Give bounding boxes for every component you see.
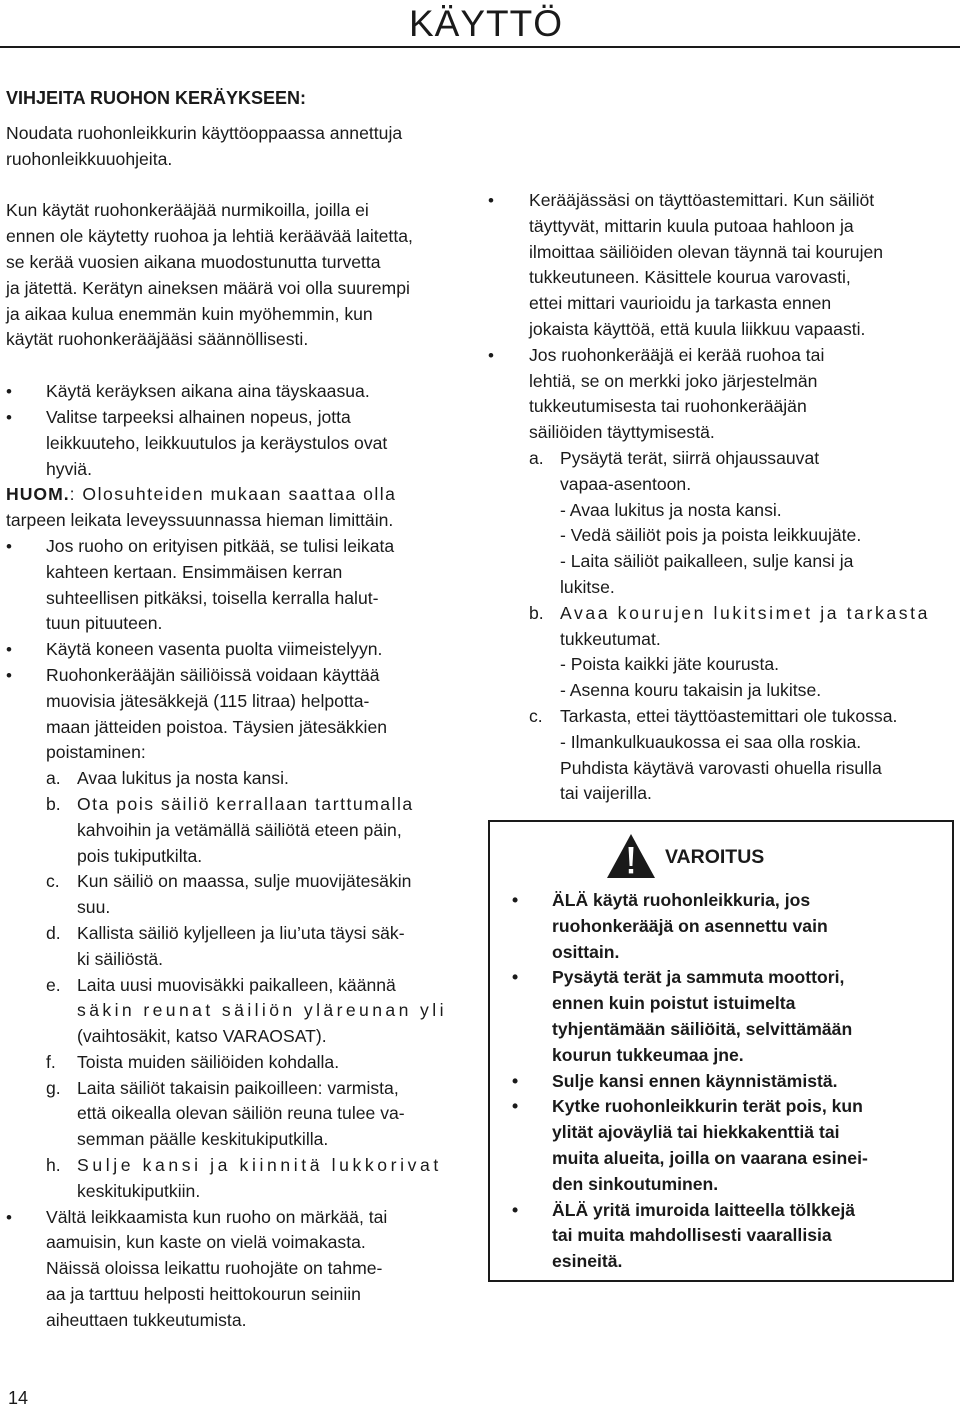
tips-list-2 bbox=[6, 534, 470, 1334]
sub-step bbox=[560, 756, 954, 808]
text-line: Kytke ruohonleikkurin terät pois, kun bbox=[552, 1096, 863, 1117]
text-line: ruohonkerääjä on asennettu vain bbox=[552, 915, 828, 936]
text-line: - Avaa lukitus ja nosta kansi. bbox=[560, 499, 782, 520]
text-line: - Poista kaikki jäte kourusta. bbox=[560, 654, 780, 675]
text-line: käytät ruohonkerääjääsi säännöllisesti. bbox=[6, 329, 309, 350]
note-label: HUOM. bbox=[6, 484, 70, 505]
text-line: : Olosuhteiden mukaan saattaa olla bbox=[69, 484, 397, 505]
text-line: Kallista säiliö kyljelleen ja liu’uta täysi säk- bbox=[77, 922, 405, 943]
sub-steps bbox=[560, 730, 954, 807]
header-rule bbox=[0, 46, 960, 48]
sub-step bbox=[560, 652, 954, 678]
warning-list bbox=[512, 888, 932, 1275]
sub-step bbox=[560, 523, 954, 549]
text-line: kourun tukkeumaa jne. bbox=[552, 1044, 744, 1065]
step-label: f. bbox=[46, 1051, 56, 1072]
text-line: Jos ruoho on erityisen pitkää, se tulisi leikata bbox=[46, 535, 395, 556]
step-item bbox=[46, 973, 470, 1050]
text-line: täyttyvät, mittarin kuula putoaa hahloon ja bbox=[529, 215, 854, 236]
text-line: maan jätteiden poistoa. Täysien jätesäkkien bbox=[46, 716, 388, 737]
step-label: c. bbox=[529, 705, 543, 726]
text-line: - Asenna kouru takaisin ja lukitse. bbox=[560, 680, 822, 701]
step-label: a. bbox=[529, 447, 544, 468]
warning-triangle-icon bbox=[605, 832, 657, 880]
text-line: lukitse. bbox=[560, 576, 615, 597]
sub-step bbox=[560, 498, 954, 524]
left-column bbox=[6, 86, 470, 1334]
text-line: ennen ole käytetty ruohoa ja lehtiä keräävää laitetta, bbox=[6, 226, 413, 247]
text-line: tuun pituuteen. bbox=[46, 613, 163, 634]
text-line: ja aikaa kulua enemmän kuin myöhemmin, kun bbox=[6, 303, 373, 324]
text-line: tyhjentämään säiliöitä, selvittämään bbox=[552, 1018, 853, 1039]
text-line: Käytä keräyksen aikana aina täyskaasua. bbox=[46, 381, 370, 402]
text-line: ettei mittari vaurioidu ja tarkasta ennen bbox=[529, 293, 832, 314]
text-line: ja jätettä. Kerätyn aineksen määrä voi olla suurempi bbox=[6, 277, 410, 298]
text-line: Avaa kourujen lukitsimet ja tarkasta bbox=[560, 602, 931, 623]
text-line: - Laita säiliöt paikalleen, sulje kansi ja bbox=[560, 551, 854, 572]
tips-list bbox=[6, 379, 470, 482]
text-line: pois tukiputkilta. bbox=[77, 845, 203, 866]
indicator-list bbox=[488, 188, 954, 807]
text-line: Ota pois säiliö kerrallaan tarttumalla bbox=[77, 793, 414, 814]
sub-step bbox=[560, 678, 954, 704]
text-line: poistaminen: bbox=[46, 742, 146, 763]
text-line: aamuisin, kun kaste on vielä voimakasta. bbox=[46, 1232, 366, 1253]
list-item bbox=[6, 379, 470, 405]
text-line: Kun säiliö on maassa, sulje muovijätesäkin bbox=[77, 871, 412, 892]
section-heading: VIHJEITA RUOHON KERÄYKSEEN: bbox=[6, 88, 307, 108]
step-label: g. bbox=[46, 1077, 61, 1098]
page-number: 14 bbox=[8, 1388, 29, 1408]
step-item bbox=[529, 601, 954, 704]
text-line: semman päälle keskitukiputkilla. bbox=[77, 1129, 329, 1150]
step-label: a. bbox=[46, 768, 61, 789]
text-line: ilmoittaa säiliöiden olevan täynnä tai kourujen bbox=[529, 241, 884, 262]
text-line: Toista muiden säiliöiden kohdalla. bbox=[77, 1051, 340, 1072]
step-label: d. bbox=[46, 922, 61, 943]
warning-item bbox=[512, 1069, 932, 1095]
text-line: osittain. bbox=[552, 941, 620, 962]
sub-steps bbox=[560, 498, 954, 601]
text-line: Avaa lukitus ja nosta kansi. bbox=[77, 768, 289, 789]
page-title: KÄYTTÖ bbox=[409, 3, 564, 44]
list-item bbox=[6, 637, 470, 663]
sub-steps bbox=[560, 652, 954, 704]
text-line: Vältä leikkaamista kun ruoho on märkää, tai bbox=[46, 1206, 388, 1227]
step-item bbox=[529, 446, 954, 601]
right-column bbox=[488, 188, 954, 807]
step-label: b. bbox=[529, 602, 544, 623]
text-line: että oikealla olevan säiliön reuna tulee va- bbox=[77, 1103, 405, 1124]
sub-step bbox=[560, 549, 954, 601]
intro-paragraph bbox=[6, 121, 470, 173]
text-line: Pysäytä terät ja sammuta moottori, bbox=[552, 967, 845, 988]
text-line: leikkuuteho, leikkuutulos ja keräystulos ovat bbox=[46, 432, 388, 453]
text-line: kahvoihin ja vetämällä säiliötä eteen päin, bbox=[77, 819, 402, 840]
step-item bbox=[46, 869, 470, 921]
warning-box bbox=[488, 820, 954, 1282]
text-line: Valitse tarpeeksi alhainen nopeus, jotta bbox=[46, 406, 351, 427]
text-line: Puhdista käytävä varovasti ohuella risulla bbox=[560, 757, 882, 778]
text-line: Kerääjässäsi on täyttöastemittari. Kun säiliöt bbox=[529, 190, 875, 210]
list-item bbox=[488, 188, 954, 343]
text-line: tai vaijerilla. bbox=[560, 783, 652, 804]
text-line: tukkeutumat. bbox=[560, 628, 661, 649]
text-line: Laita uusi muovisäkki paikalleen, käännä bbox=[77, 974, 396, 995]
step-item bbox=[46, 1153, 470, 1205]
text-line: Sulje kansi ennen käynnistämistä. bbox=[552, 1070, 838, 1091]
step-item bbox=[46, 766, 470, 792]
text-line: tukkeutumisesta tai ruohonkerääjän bbox=[529, 396, 807, 417]
text-line: säkin reunat säiliön yläreunan yli bbox=[77, 1000, 447, 1021]
text-line: vapaa-asentoon. bbox=[560, 473, 692, 494]
step-label: c. bbox=[46, 871, 60, 892]
text-line: Jos ruohonkerääjä ei kerää ruohoa tai bbox=[529, 344, 825, 365]
text-line: Tarkasta, ettei täyttöastemittari ole tukossa. bbox=[560, 705, 898, 726]
step-item bbox=[529, 704, 954, 807]
list-item bbox=[6, 534, 470, 637]
text-line: suhteellisen pitkäksi, toisella kerralla halut- bbox=[46, 587, 379, 608]
text-line: muita alueita, joilla on vaarana esinei- bbox=[552, 1147, 868, 1168]
text-line: Ruohonkerääjän säiliöissä voidaan käyttää bbox=[46, 664, 380, 685]
text-line: ylität ajoväyliä tai hiekkakenttiä tai bbox=[552, 1122, 840, 1143]
warning-item bbox=[512, 888, 932, 965]
turf-paragraph bbox=[6, 198, 470, 353]
text-line: Käytä koneen vasenta puolta viimeistelyyn. bbox=[46, 639, 383, 660]
text-line: ÄLÄ käytä ruohonleikkuria, jos bbox=[552, 890, 811, 910]
sub-step bbox=[560, 730, 954, 756]
note-paragraph bbox=[6, 482, 470, 534]
text-line: muovisia jätesäkkejä (115 litraa) helpotta- bbox=[46, 690, 370, 711]
text-line: aa ja tarttuu helposti heittokourun seiniin bbox=[46, 1284, 361, 1305]
text-line: Kun käytät ruohonkerääjää nurmikoilla, joilla ei bbox=[6, 200, 369, 221]
list-item bbox=[6, 1205, 470, 1334]
text-line: - Ilmankulkuaukossa ei saa olla roskia. bbox=[560, 731, 862, 752]
text-line: tarpeen leikata leveyssuunnassa hieman limittäin. bbox=[6, 510, 394, 531]
step-label: e. bbox=[46, 974, 61, 995]
sack-steps bbox=[46, 766, 470, 1205]
step-item bbox=[46, 921, 470, 973]
text-line: säiliöiden täyttymisestä. bbox=[529, 422, 715, 443]
step-item bbox=[46, 792, 470, 869]
text-line: lehtiä, se on merkki joko järjestelmän bbox=[529, 370, 818, 391]
text-line: Pysäytä terät, siirrä ohjaussauvat bbox=[560, 447, 820, 468]
text-line: Näissä oloissa leikattu ruohojäte on tahme- bbox=[46, 1258, 383, 1279]
text-line: den sinkoutuminen. bbox=[552, 1173, 719, 1194]
warning-item bbox=[512, 965, 932, 1068]
text-line: keskitukiputkiin. bbox=[77, 1180, 201, 1201]
list-item bbox=[488, 343, 954, 807]
text-line: hyviä. bbox=[46, 458, 92, 479]
warning-header bbox=[605, 832, 905, 882]
text-line: aiheuttaen tukkeutumista. bbox=[46, 1309, 247, 1330]
text-line: (vaihtosäkit, katso VARAOSAT). bbox=[77, 1026, 327, 1047]
text-line: ruohonleikkuuohjeita. bbox=[6, 148, 173, 169]
text-line: - Vedä säiliöt pois ja poista leikkuujäte. bbox=[560, 525, 862, 546]
text-line: Sulje kansi ja kiinnitä lukkorivat bbox=[77, 1155, 442, 1176]
text-line: se kerää vuosien aikana muodostunutta turvetta bbox=[6, 251, 381, 272]
text-line: ennen kuin poistut istuimelta bbox=[552, 993, 796, 1014]
step-label: h. bbox=[46, 1155, 61, 1176]
text-line: esineitä. bbox=[552, 1251, 623, 1272]
text-line: kahteen kertaan. Ensimmäisen kerran bbox=[46, 561, 343, 582]
clog-steps bbox=[529, 446, 954, 807]
list-item bbox=[6, 663, 470, 1205]
warning-item bbox=[512, 1094, 932, 1197]
step-item bbox=[46, 1076, 470, 1153]
text-line: suu. bbox=[77, 897, 111, 918]
step-label: b. bbox=[46, 793, 61, 814]
step-item bbox=[46, 1050, 470, 1076]
text-line: tai muita mahdollisesti vaarallisia bbox=[552, 1225, 832, 1246]
warning-item bbox=[512, 1198, 932, 1275]
list-item bbox=[6, 405, 470, 482]
text-line: ÄLÄ yritä imuroida laitteella tölkkejä bbox=[552, 1199, 856, 1220]
text-line: ki säiliöstä. bbox=[77, 948, 164, 969]
warning-title: VAROITUS bbox=[665, 846, 765, 868]
text-line: jokaista käyttöä, että kuula liikkuu vapaasti. bbox=[529, 318, 866, 339]
text-line: Laita säiliöt takaisin paikoilleen: varmista, bbox=[77, 1077, 399, 1098]
text-line: Noudata ruohonleikkurin käyttöoppaassa annettuja bbox=[6, 122, 403, 143]
text-line: tukkeutuneen. Käsittele kourua varovasti, bbox=[529, 267, 851, 288]
